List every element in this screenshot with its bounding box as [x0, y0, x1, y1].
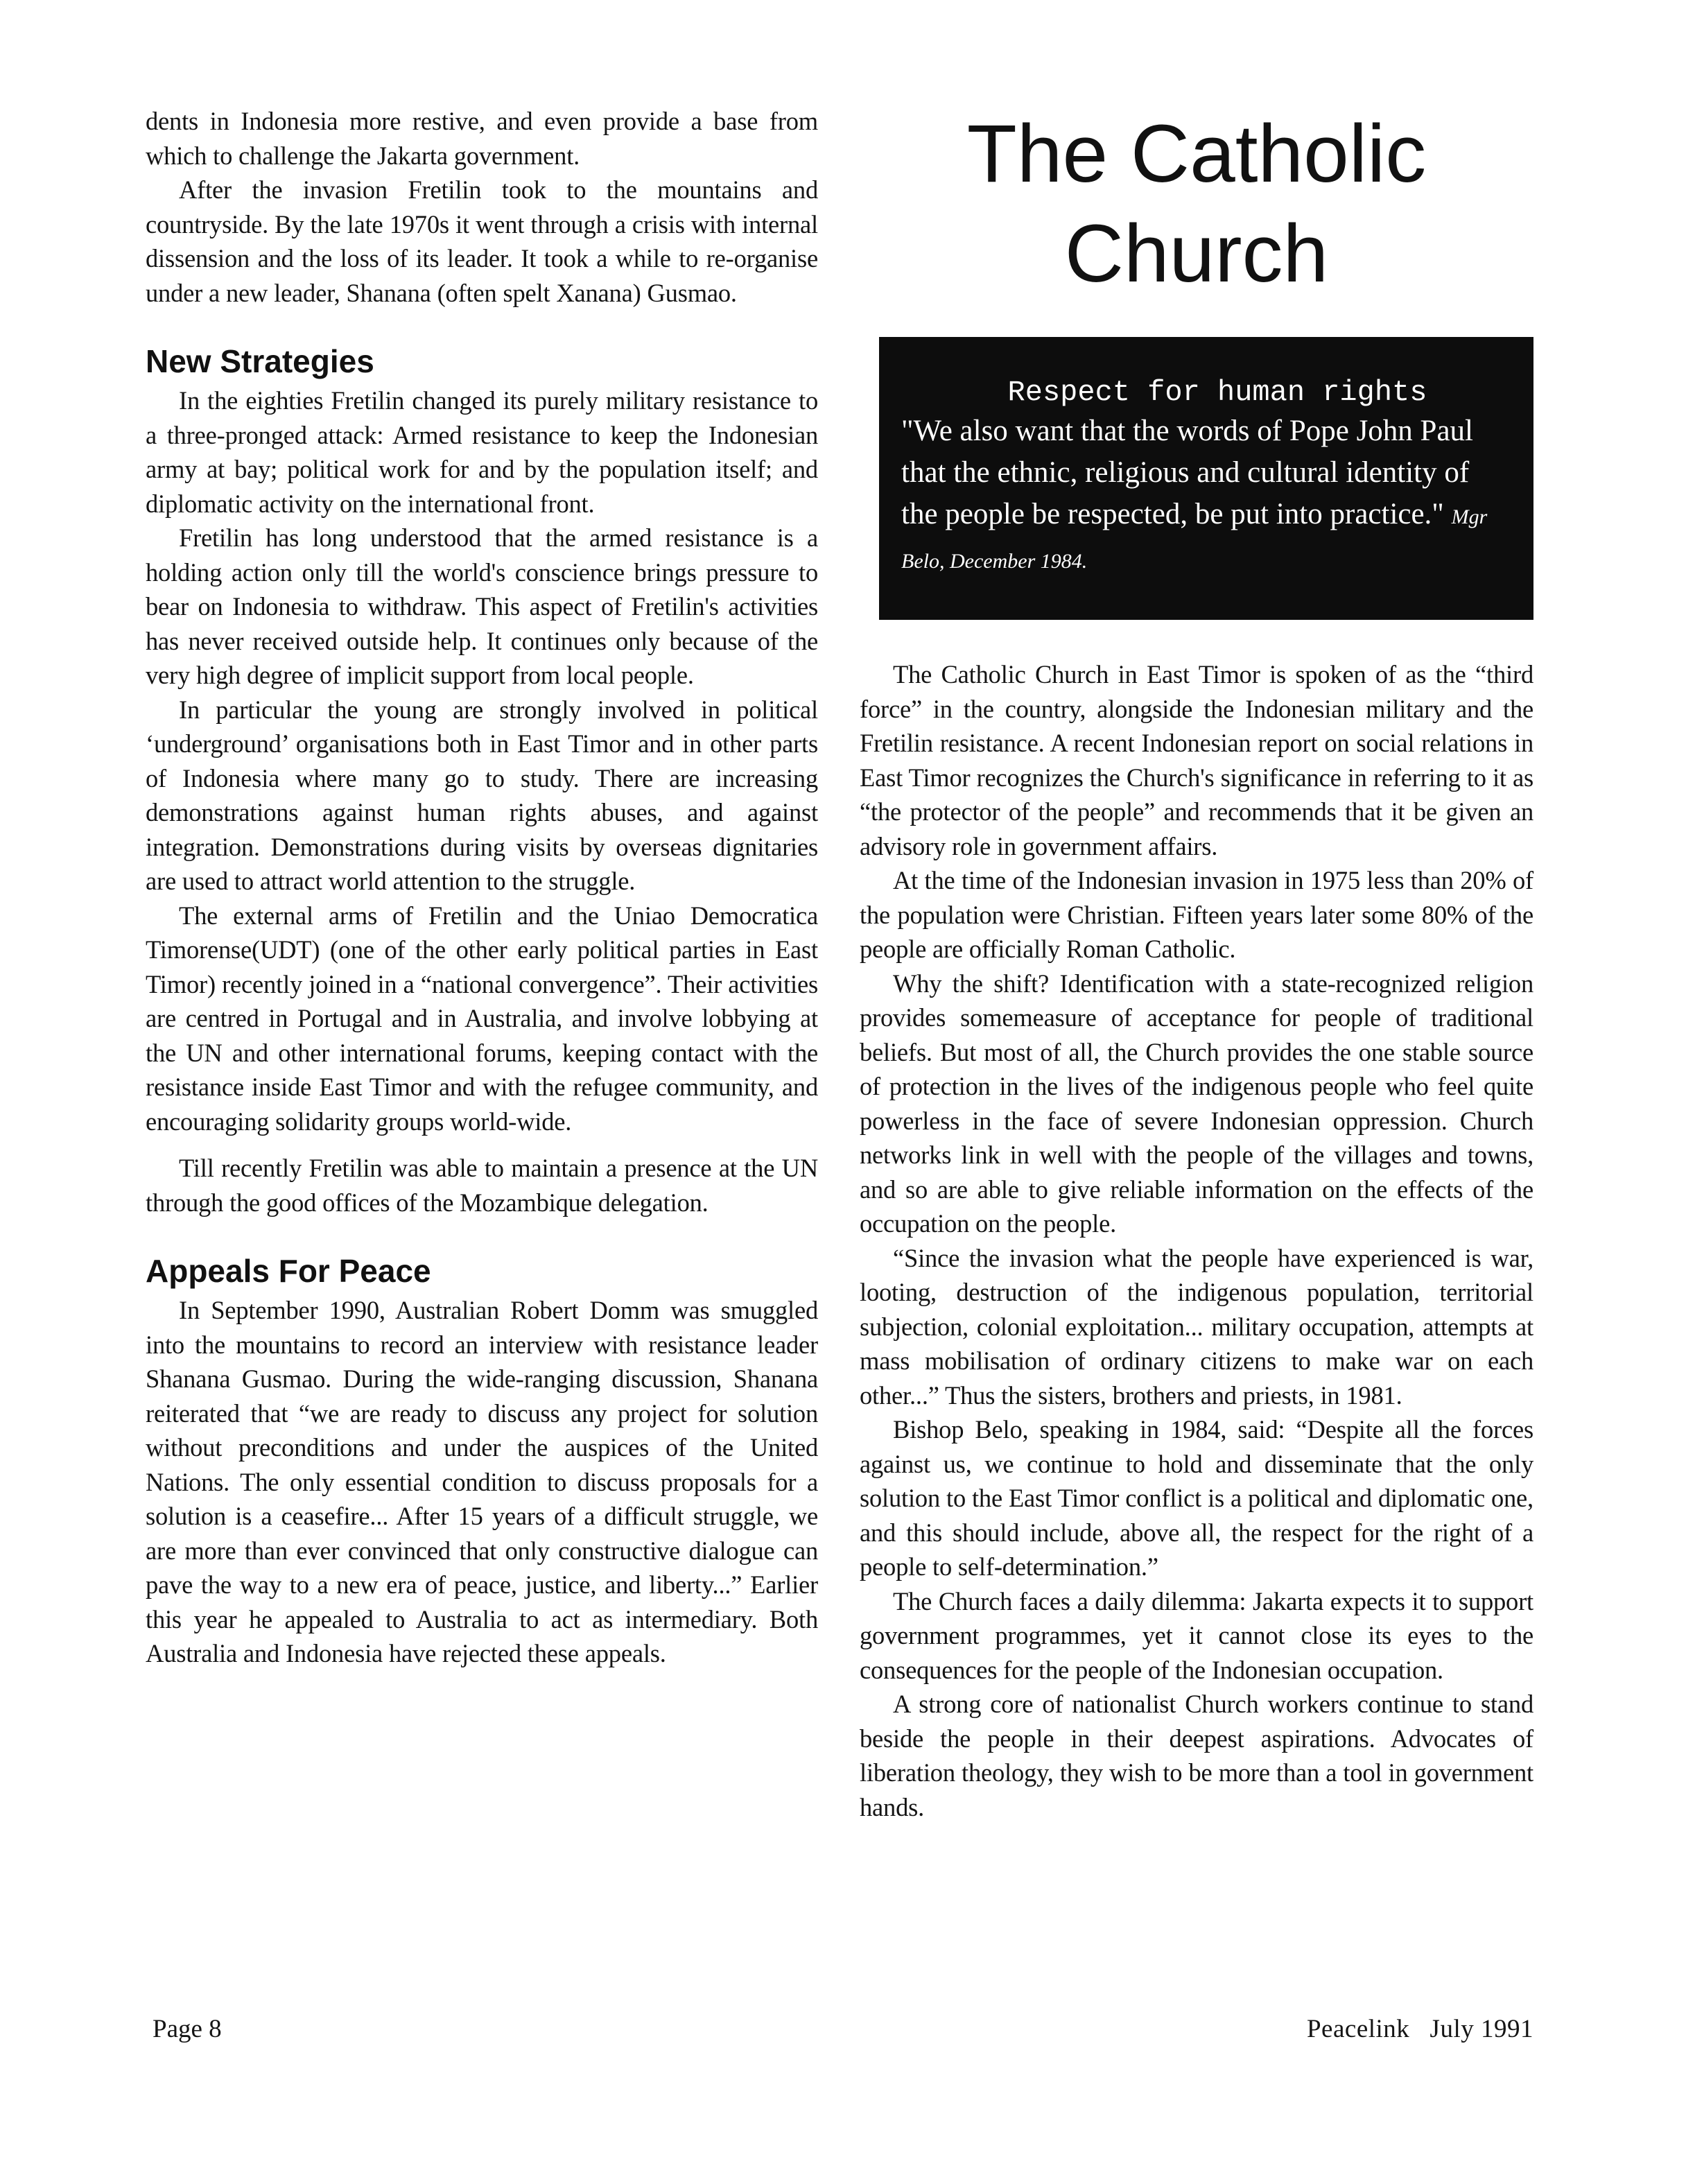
body-paragraph: In the eighties Fretilin changed its purely military resistance to a three-pronged attack: Armed resistance to keep the Indonesian army at bay; political work for and by the population itself; and diplomatic activity on the international front. [146, 386, 818, 518]
publication-date: Peacelink July 1991 [1306, 2015, 1533, 2043]
body-paragraph: Why the shift? Identification with a state-recognized religion provides somemeasure of acceptance for people of traditional beliefs. But most of all, the Church provides the one stable source of protection in the lives of the indigenous people who feel quite powerless in the face of severe Indonesian oppression. Church networks link in well with the people of the villages and towns, and so are able to give reliable information on the effects of the occupation on the people. [860, 969, 1533, 1238]
body-paragraph: Till recently Fretilin was able to maintain a presence at the UN through the good offices of the Mozambique delegation. [146, 1154, 818, 1217]
body-paragraph: A strong core of nationalist Church workers continue to stand beside the people in their deepest aspirations. Advocates of liberation theology, they wish to be more than a tool in government hands. [860, 1690, 1533, 1821]
body-paragraph: The Church faces a daily dilemma: Jakarta expects it to support government programmes, yet it cannot close its eyes to the consequences for the people of the Indonesian occupation. [860, 1586, 1533, 1684]
pull-quote-box [879, 337, 1533, 620]
article-title [860, 104, 1533, 304]
body-paragraph: The Catholic Church in East Timor is spoken of as the “third force” in the country, alongside the Indonesian military and the Fretilin resistance. A recent Indonesian report on social relations in East Timor recognizes the Church's significance in referring to it as “the protector of the people” and recommends that it be given an advisory role in government affairs. [860, 660, 1533, 860]
pull-quote-body: "We also want that the words of Pope John Paul that the ethnic, religious and cultural identity of the people be respected, be put into practice." [901, 415, 1473, 530]
section-heading-appeals-for-peace: Appeals For Peace [146, 1253, 431, 1289]
body-paragraph: The external arms of Fretilin and the Uniao Democratica Timorense(UDT) (one of the other early political parties in East Timor) recently joined in a “national convergence”. Their activities are centred in Portugal and in Australia, and involve lobbying at the UN and other international forums, keeping contact with the resistance inside East Timor and with the refugee community, and encouraging solidarity groups world-wide. [146, 901, 818, 1136]
intro-paragraph: After the invasion Fretilin took to the mountains and countryside. By the late 1970s it went through a crisis with internal dissension and the loss of its leader. It took a while to re-organise under a new leader, Shanana (often spelt Xanana) Gusmao. [146, 175, 818, 307]
pull-quote-text [901, 410, 1506, 582]
title-line: The Catholic [966, 108, 1427, 200]
body-paragraph: In September 1990, Australian Robert Domm was smuggled into the mountains to record an interview with resistance leader Shanana Gusmao. During the wide-ranging discussion, Shanana reiterated that “we are ready to discuss any project for solution without preconditions and under the auspices of the United Nations. The only essential condition to discuss proposals for a solution is a ceasefire... After 15 years of a difficult struggle, we are more than ever convinced that only constructive dialogue can pave the way to a new era of peace, justice, and liberty...” Earlier this year he appealed to Australia to act as intermediary. Both Australia and Indonesia have rejected these appeals. [146, 1296, 818, 1667]
body-paragraph: In particular the young are strongly involved in political ‘underground’ organisations both in East Timor and in other parts of Indonesia where many go to study. There are increasing demonstrations against human rights abuses, and against integration. Demonstrations during visits by overseas dignitaries are used to attract world attention to the struggle. [146, 695, 818, 895]
right-column [860, 104, 1533, 1824]
pull-quote-heading: Respect for human rights [1007, 376, 1427, 409]
title-line: Church [1064, 208, 1329, 300]
body-paragraph: “Since the invasion what the people have experienced is war, looting, destruction of the indigenous population, territorial subjection, colonial exploitation... military occupation, attempts at mass mobilisation of ordinary citizens to make war on each other...” Thus the sisters, brothers and priests, in 1981. [860, 1243, 1533, 1410]
left-column [146, 104, 818, 1671]
body-paragraph: Bishop Belo, speaking in 1984, said: “Despite all the forces against us, we continue to hold and disseminate that the only solution to the East Timor conflict is a political and diplomatic one, and this should include, above all, the respect for the right of a people to self-determination.” [860, 1415, 1533, 1581]
body-paragraph: At the time of the Indonesian invasion in 1975 less than 20% of the population were Christian. Fifteen years later some 80% of the people are officially Roman Catholic. [860, 866, 1533, 963]
pull-quote-attribution: Mgr Belo, December 1984. [901, 505, 1488, 573]
paragraph-gap [146, 1138, 818, 1151]
section-heading-new-strategies: New Strategies [146, 343, 374, 379]
intro-paragraph: dents in Indonesia more restive, and even provide a base from which to challenge the Jakarta government. [146, 107, 818, 170]
page-number: Page 8 [153, 2015, 222, 2043]
body-paragraph: Fretilin has long understood that the armed resistance is a holding action only till the world's conscience brings pressure to bear on Indonesia to withdraw. This aspect of Fretilin's activities has never received outside help. It continues only because of the very high degree of implicit support from local people. [146, 523, 818, 689]
